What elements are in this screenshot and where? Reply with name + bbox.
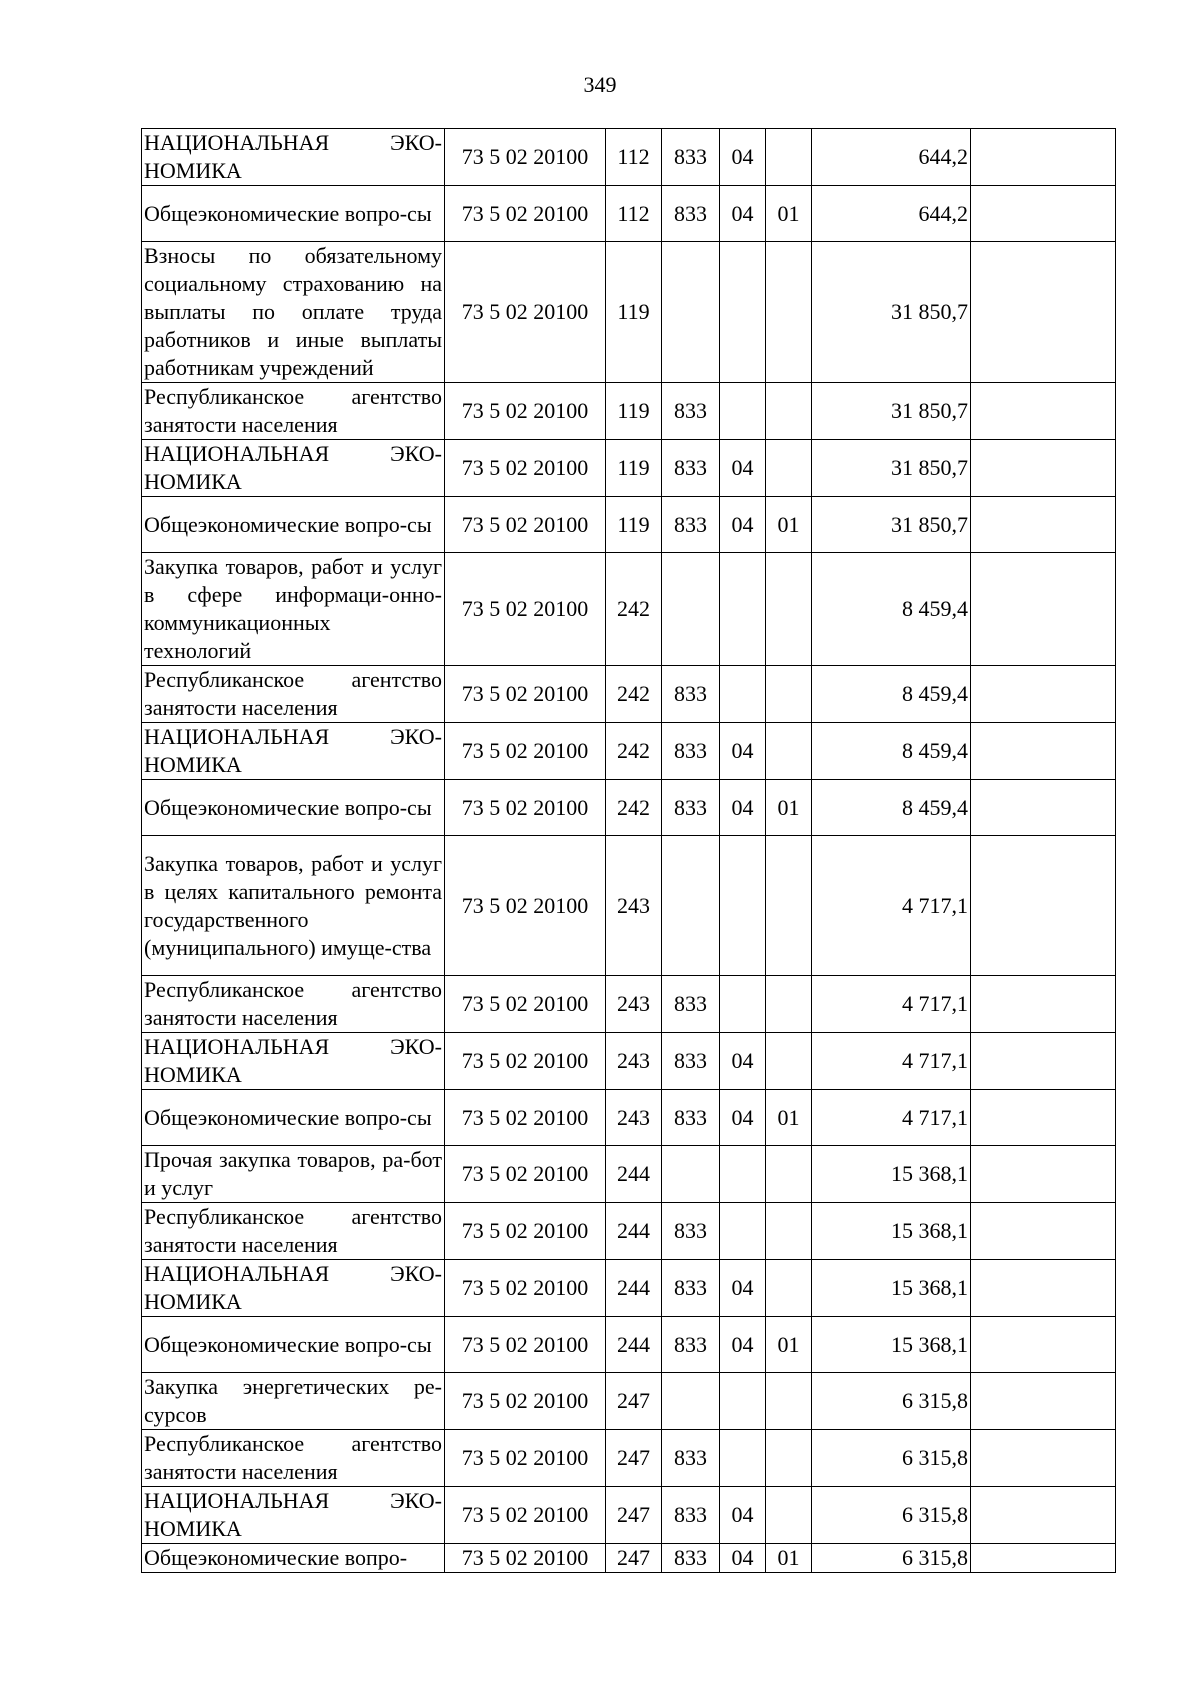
target-code-cell: 73 5 02 20100 xyxy=(445,666,606,723)
table-row xyxy=(142,666,1116,723)
target-code-cell: 73 5 02 20100 xyxy=(445,242,606,383)
section-code-cell xyxy=(720,1146,766,1203)
table-row xyxy=(142,976,1116,1033)
administrator-code-cell: 833 xyxy=(662,383,720,440)
section-code-cell: 04 xyxy=(720,1260,766,1317)
subsection-code-cell xyxy=(766,553,812,666)
empty-cell xyxy=(971,1317,1116,1373)
empty-cell xyxy=(971,186,1116,242)
section-code-cell xyxy=(720,1203,766,1260)
subsection-code-cell: 01 xyxy=(766,497,812,553)
row-name-cell: Республиканское агентство занятости населения xyxy=(142,1430,445,1487)
subsection-code-cell xyxy=(766,976,812,1033)
section-code-cell: 04 xyxy=(720,1317,766,1373)
target-code-cell: 73 5 02 20100 xyxy=(445,780,606,836)
row-name-cell: Закупка товаров, работ и услуг в целях капитального ремонта государственного (муниципального) имуще-ства xyxy=(142,836,445,976)
expense-type-cell: 244 xyxy=(606,1203,662,1260)
row-name-cell: Общеэкономические вопро-сы xyxy=(142,1317,445,1373)
administrator-code-cell: 833 xyxy=(662,497,720,553)
section-code-cell: 04 xyxy=(720,440,766,497)
amount-cell: 8 459,4 xyxy=(812,553,971,666)
empty-cell xyxy=(971,780,1116,836)
expense-type-cell: 243 xyxy=(606,1090,662,1146)
table-row xyxy=(142,440,1116,497)
table-row xyxy=(142,1090,1116,1146)
empty-cell xyxy=(971,1487,1116,1544)
row-name-cell: Взносы по обязательному социальному страхованию на выплаты по оплате труда работников и иные выплаты работникам учреждений xyxy=(142,242,445,383)
amount-cell: 15 368,1 xyxy=(812,1203,971,1260)
row-name-cell: НАЦИОНАЛЬНАЯ ЭКО-НОМИКА xyxy=(142,440,445,497)
amount-cell: 6 315,8 xyxy=(812,1487,971,1544)
expense-type-cell: 119 xyxy=(606,383,662,440)
administrator-code-cell xyxy=(662,553,720,666)
table-row xyxy=(142,780,1116,836)
section-code-cell xyxy=(720,383,766,440)
table-row xyxy=(142,1317,1116,1373)
amount-cell: 6 315,8 xyxy=(812,1373,971,1430)
expense-type-cell: 112 xyxy=(606,186,662,242)
administrator-code-cell xyxy=(662,1373,720,1430)
expense-type-cell: 242 xyxy=(606,553,662,666)
subsection-code-cell: 01 xyxy=(766,1090,812,1146)
amount-cell: 31 850,7 xyxy=(812,383,971,440)
expense-type-cell: 119 xyxy=(606,242,662,383)
section-code-cell: 04 xyxy=(720,1544,766,1573)
target-code-cell: 73 5 02 20100 xyxy=(445,440,606,497)
section-code-cell xyxy=(720,1373,766,1430)
subsection-code-cell xyxy=(766,440,812,497)
amount-cell: 31 850,7 xyxy=(812,440,971,497)
target-code-cell: 73 5 02 20100 xyxy=(445,1487,606,1544)
empty-cell xyxy=(971,497,1116,553)
row-name-cell: Общеэкономические вопро-сы xyxy=(142,497,445,553)
amount-cell: 31 850,7 xyxy=(812,242,971,383)
amount-cell: 8 459,4 xyxy=(812,780,971,836)
row-name-cell: Прочая закупка товаров, ра-бот и услуг xyxy=(142,1146,445,1203)
subsection-code-cell xyxy=(766,1487,812,1544)
subsection-code-cell xyxy=(766,723,812,780)
subsection-code-cell xyxy=(766,836,812,976)
expense-type-cell: 247 xyxy=(606,1544,662,1573)
section-code-cell: 04 xyxy=(720,186,766,242)
expense-type-cell: 244 xyxy=(606,1146,662,1203)
empty-cell xyxy=(971,1146,1116,1203)
administrator-code-cell xyxy=(662,242,720,383)
empty-cell xyxy=(971,553,1116,666)
empty-cell xyxy=(971,440,1116,497)
target-code-cell: 73 5 02 20100 xyxy=(445,1544,606,1573)
expense-type-cell: 247 xyxy=(606,1430,662,1487)
row-name-cell: Общеэкономические вопро-сы xyxy=(142,1090,445,1146)
table-row xyxy=(142,129,1116,186)
empty-cell xyxy=(971,1033,1116,1090)
expense-type-cell: 247 xyxy=(606,1487,662,1544)
subsection-code-cell xyxy=(766,666,812,723)
amount-cell: 15 368,1 xyxy=(812,1260,971,1317)
subsection-code-cell xyxy=(766,1146,812,1203)
table-row xyxy=(142,1430,1116,1487)
administrator-code-cell: 833 xyxy=(662,780,720,836)
expense-type-cell: 244 xyxy=(606,1260,662,1317)
expense-type-cell: 112 xyxy=(606,129,662,186)
subsection-code-cell: 01 xyxy=(766,1317,812,1373)
administrator-code-cell xyxy=(662,836,720,976)
subsection-code-cell xyxy=(766,1430,812,1487)
row-name-cell: Общеэкономические вопро- xyxy=(142,1544,445,1573)
expense-type-cell: 242 xyxy=(606,780,662,836)
table-row xyxy=(142,383,1116,440)
amount-cell: 4 717,1 xyxy=(812,836,971,976)
target-code-cell: 73 5 02 20100 xyxy=(445,497,606,553)
section-code-cell xyxy=(720,553,766,666)
target-code-cell: 73 5 02 20100 xyxy=(445,976,606,1033)
expense-type-cell: 243 xyxy=(606,976,662,1033)
empty-cell xyxy=(971,836,1116,976)
table-row xyxy=(142,242,1116,383)
row-name-cell: Общеэкономические вопро-сы xyxy=(142,186,445,242)
empty-cell xyxy=(971,666,1116,723)
administrator-code-cell: 833 xyxy=(662,723,720,780)
row-name-cell: Общеэкономические вопро-сы xyxy=(142,780,445,836)
amount-cell: 8 459,4 xyxy=(812,723,971,780)
row-name-cell: Республиканское агентство занятости населения xyxy=(142,666,445,723)
target-code-cell: 73 5 02 20100 xyxy=(445,1373,606,1430)
row-name-cell: Закупка товаров, работ и услуг в сфере информаци-онно-коммуникационных технологий xyxy=(142,553,445,666)
amount-cell: 4 717,1 xyxy=(812,1090,971,1146)
subsection-code-cell: 01 xyxy=(766,780,812,836)
expense-type-cell: 119 xyxy=(606,497,662,553)
administrator-code-cell: 833 xyxy=(662,186,720,242)
target-code-cell: 73 5 02 20100 xyxy=(445,1090,606,1146)
row-name-cell: Республиканское агентство занятости населения xyxy=(142,383,445,440)
table-row xyxy=(142,1373,1116,1430)
target-code-cell: 73 5 02 20100 xyxy=(445,1430,606,1487)
section-code-cell: 04 xyxy=(720,780,766,836)
budget-table xyxy=(141,128,1116,1573)
row-name-cell: НАЦИОНАЛЬНАЯ ЭКО-НОМИКА xyxy=(142,1033,445,1090)
administrator-code-cell: 833 xyxy=(662,1260,720,1317)
section-code-cell: 04 xyxy=(720,497,766,553)
empty-cell xyxy=(971,129,1116,186)
section-code-cell xyxy=(720,666,766,723)
subsection-code-cell xyxy=(766,1260,812,1317)
table-row xyxy=(142,186,1116,242)
empty-cell xyxy=(971,1090,1116,1146)
subsection-code-cell xyxy=(766,129,812,186)
row-name-cell: НАЦИОНАЛЬНАЯ ЭКО-НОМИКА xyxy=(142,1260,445,1317)
target-code-cell: 73 5 02 20100 xyxy=(445,383,606,440)
amount-cell: 6 315,8 xyxy=(812,1544,971,1573)
subsection-code-cell: 01 xyxy=(766,186,812,242)
administrator-code-cell: 833 xyxy=(662,1430,720,1487)
amount-cell: 31 850,7 xyxy=(812,497,971,553)
table-row xyxy=(142,1260,1116,1317)
empty-cell xyxy=(971,1203,1116,1260)
target-code-cell: 73 5 02 20100 xyxy=(445,1033,606,1090)
administrator-code-cell: 833 xyxy=(662,129,720,186)
table-row xyxy=(142,1544,1116,1573)
target-code-cell: 73 5 02 20100 xyxy=(445,1317,606,1373)
expense-type-cell: 243 xyxy=(606,836,662,976)
table-body xyxy=(142,129,1116,1573)
empty-cell xyxy=(971,242,1116,383)
section-code-cell: 04 xyxy=(720,1033,766,1090)
row-name-cell: Республиканское агентство занятости населения xyxy=(142,1203,445,1260)
section-code-cell xyxy=(720,976,766,1033)
empty-cell xyxy=(971,1544,1116,1573)
amount-cell: 644,2 xyxy=(812,186,971,242)
table-row xyxy=(142,497,1116,553)
section-code-cell xyxy=(720,242,766,383)
administrator-code-cell: 833 xyxy=(662,666,720,723)
table-row xyxy=(142,723,1116,780)
target-code-cell: 73 5 02 20100 xyxy=(445,553,606,666)
table-row xyxy=(142,836,1116,976)
expense-type-cell: 242 xyxy=(606,666,662,723)
table-row xyxy=(142,553,1116,666)
amount-cell: 15 368,1 xyxy=(812,1317,971,1373)
expense-type-cell: 119 xyxy=(606,440,662,497)
empty-cell xyxy=(971,1373,1116,1430)
expense-type-cell: 242 xyxy=(606,723,662,780)
empty-cell xyxy=(971,1430,1116,1487)
page-number: 349 xyxy=(583,72,617,97)
subsection-code-cell xyxy=(766,1203,812,1260)
table-row xyxy=(142,1203,1116,1260)
section-code-cell: 04 xyxy=(720,1487,766,1544)
section-code-cell: 04 xyxy=(720,723,766,780)
section-code-cell: 04 xyxy=(720,129,766,186)
expense-type-cell: 243 xyxy=(606,1033,662,1090)
subsection-code-cell xyxy=(766,1033,812,1090)
empty-cell xyxy=(971,723,1116,780)
target-code-cell: 73 5 02 20100 xyxy=(445,186,606,242)
amount-cell: 4 717,1 xyxy=(812,976,971,1033)
expense-type-cell: 247 xyxy=(606,1373,662,1430)
target-code-cell: 73 5 02 20100 xyxy=(445,723,606,780)
target-code-cell: 73 5 02 20100 xyxy=(445,1146,606,1203)
empty-cell xyxy=(971,1260,1116,1317)
row-name-cell: НАЦИОНАЛЬНАЯ ЭКО-НОМИКА xyxy=(142,723,445,780)
administrator-code-cell xyxy=(662,1146,720,1203)
section-code-cell: 04 xyxy=(720,1090,766,1146)
expense-type-cell: 244 xyxy=(606,1317,662,1373)
table-row xyxy=(142,1487,1116,1544)
target-code-cell: 73 5 02 20100 xyxy=(445,129,606,186)
subsection-code-cell: 01 xyxy=(766,1544,812,1573)
section-code-cell xyxy=(720,1430,766,1487)
subsection-code-cell xyxy=(766,1373,812,1430)
administrator-code-cell: 833 xyxy=(662,1487,720,1544)
amount-cell: 8 459,4 xyxy=(812,666,971,723)
table-row xyxy=(142,1146,1116,1203)
target-code-cell: 73 5 02 20100 xyxy=(445,836,606,976)
amount-cell: 4 717,1 xyxy=(812,1033,971,1090)
row-name-cell: Закупка энергетических ре-сурсов xyxy=(142,1373,445,1430)
row-name-cell: Республиканское агентство занятости населения xyxy=(142,976,445,1033)
administrator-code-cell: 833 xyxy=(662,1317,720,1373)
administrator-code-cell: 833 xyxy=(662,1203,720,1260)
target-code-cell: 73 5 02 20100 xyxy=(445,1203,606,1260)
empty-cell xyxy=(971,383,1116,440)
administrator-code-cell: 833 xyxy=(662,1033,720,1090)
row-name-cell: НАЦИОНАЛЬНАЯ ЭКО-НОМИКА xyxy=(142,129,445,186)
administrator-code-cell: 833 xyxy=(662,1090,720,1146)
administrator-code-cell: 833 xyxy=(662,976,720,1033)
amount-cell: 644,2 xyxy=(812,129,971,186)
administrator-code-cell: 833 xyxy=(662,440,720,497)
amount-cell: 6 315,8 xyxy=(812,1430,971,1487)
target-code-cell: 73 5 02 20100 xyxy=(445,1260,606,1317)
amount-cell: 15 368,1 xyxy=(812,1146,971,1203)
table-row xyxy=(142,1033,1116,1090)
empty-cell xyxy=(971,976,1116,1033)
section-code-cell xyxy=(720,836,766,976)
row-name-cell: НАЦИОНАЛЬНАЯ ЭКО-НОМИКА xyxy=(142,1487,445,1544)
administrator-code-cell: 833 xyxy=(662,1544,720,1573)
subsection-code-cell xyxy=(766,383,812,440)
subsection-code-cell xyxy=(766,242,812,383)
